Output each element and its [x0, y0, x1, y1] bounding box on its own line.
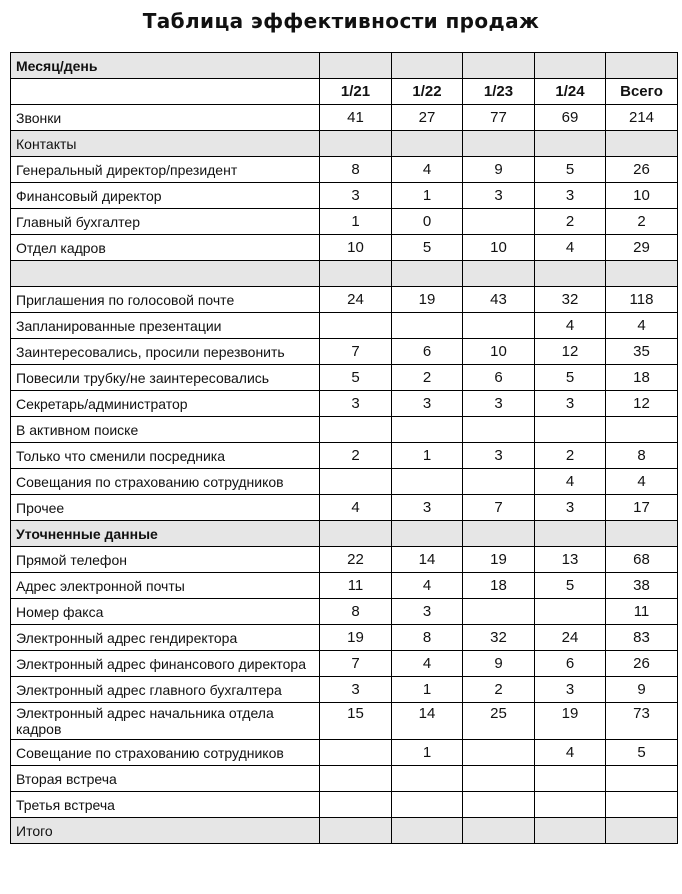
value-cell: 5 — [535, 365, 606, 391]
table-row — [11, 261, 678, 287]
value-cell: 7 — [463, 495, 535, 521]
value-cell — [535, 599, 606, 625]
table-row — [11, 313, 678, 339]
table-row — [11, 443, 678, 469]
table-row — [11, 625, 678, 651]
value-cell: 4 — [535, 235, 606, 261]
row-label: Звонки — [11, 105, 320, 131]
value-cell — [320, 131, 392, 157]
value-cell: 214 — [606, 105, 678, 131]
value-cell — [320, 417, 392, 443]
value-cell: 29 — [606, 235, 678, 261]
row-label: Третья встреча — [11, 792, 320, 818]
value-cell: 4 — [392, 157, 463, 183]
value-cell — [320, 261, 392, 287]
value-cell: 13 — [535, 547, 606, 573]
value-cell — [320, 469, 392, 495]
value-cell — [606, 792, 678, 818]
value-cell: 3 — [392, 599, 463, 625]
value-cell: 24 — [320, 287, 392, 313]
value-cell: 8 — [320, 599, 392, 625]
value-cell — [535, 261, 606, 287]
value-cell: 22 — [320, 547, 392, 573]
row-label: Совещание по страхованию сотрудников — [11, 740, 320, 766]
value-cell: 10 — [463, 235, 535, 261]
value-cell: 17 — [606, 495, 678, 521]
value-cell: 12 — [606, 391, 678, 417]
value-cell: 8 — [606, 443, 678, 469]
table-row — [11, 521, 678, 547]
value-cell: 27 — [392, 105, 463, 131]
value-cell: 2 — [392, 365, 463, 391]
row-label: Заинтересовались, просили перезвонить — [11, 339, 320, 365]
value-cell — [535, 792, 606, 818]
table-row — [11, 766, 678, 792]
value-cell — [535, 417, 606, 443]
value-cell: 1 — [320, 209, 392, 235]
header-blank-cell — [606, 53, 678, 79]
header-label: Месяц/день — [11, 53, 320, 79]
row-label: Контакты — [11, 131, 320, 157]
value-cell: 19 — [392, 287, 463, 313]
value-cell: 35 — [606, 339, 678, 365]
value-cell: 11 — [606, 599, 678, 625]
value-cell: 8 — [392, 625, 463, 651]
table-row — [11, 677, 678, 703]
value-cell: 43 — [463, 287, 535, 313]
value-cell — [392, 417, 463, 443]
row-label: Электронный адрес финансового директора — [11, 651, 320, 677]
value-cell: 4 — [535, 740, 606, 766]
column-header-1-21: 1/21 — [320, 79, 392, 105]
value-cell: 4 — [392, 573, 463, 599]
value-cell: 14 — [392, 547, 463, 573]
header-label-row — [11, 53, 678, 79]
row-label: Генеральный директор/президент — [11, 157, 320, 183]
row-label: Приглашения по голосовой почте — [11, 287, 320, 313]
table-row — [11, 209, 678, 235]
table-row — [11, 495, 678, 521]
value-cell — [535, 766, 606, 792]
value-cell: 9 — [463, 651, 535, 677]
value-cell: 2 — [606, 209, 678, 235]
row-label: Номер факса — [11, 599, 320, 625]
value-cell: 3 — [535, 495, 606, 521]
row-label: Электронный адрес начальника отдела кадров — [11, 703, 320, 740]
value-cell: 3 — [320, 183, 392, 209]
value-cell: 10 — [606, 183, 678, 209]
table-row — [11, 417, 678, 443]
value-cell — [463, 740, 535, 766]
value-cell: 2 — [535, 209, 606, 235]
row-label: Главный бухгалтер — [11, 209, 320, 235]
row-label: Секретарь/администратор — [11, 391, 320, 417]
value-cell — [392, 131, 463, 157]
value-cell: 4 — [320, 495, 392, 521]
row-label: Запланированные презентации — [11, 313, 320, 339]
value-cell: 10 — [463, 339, 535, 365]
value-cell: 6 — [535, 651, 606, 677]
value-cell — [320, 740, 392, 766]
row-label: Отдел кадров — [11, 235, 320, 261]
value-cell: 69 — [535, 105, 606, 131]
table-row — [11, 740, 678, 766]
table-row — [11, 573, 678, 599]
value-cell: 19 — [320, 625, 392, 651]
value-cell: 25 — [463, 703, 535, 740]
value-cell: 77 — [463, 105, 535, 131]
value-cell: 19 — [463, 547, 535, 573]
value-cell: 24 — [535, 625, 606, 651]
value-cell — [320, 792, 392, 818]
value-cell: 68 — [606, 547, 678, 573]
value-cell: 3 — [392, 495, 463, 521]
value-cell: 4 — [535, 313, 606, 339]
value-cell: 1 — [392, 183, 463, 209]
header-blank-cell — [535, 53, 606, 79]
table-row — [11, 651, 678, 677]
row-label: Электронный адрес гендиректора — [11, 625, 320, 651]
value-cell: 12 — [535, 339, 606, 365]
value-cell — [392, 261, 463, 287]
value-cell — [535, 131, 606, 157]
header-blank-cell — [463, 53, 535, 79]
header-blank-cell — [320, 53, 392, 79]
value-cell — [606, 261, 678, 287]
value-cell: 2 — [320, 443, 392, 469]
value-cell: 3 — [535, 183, 606, 209]
value-cell: 9 — [463, 157, 535, 183]
value-cell: 83 — [606, 625, 678, 651]
value-cell — [463, 469, 535, 495]
value-cell: 32 — [463, 625, 535, 651]
value-cell — [392, 766, 463, 792]
value-cell: 32 — [535, 287, 606, 313]
table-row — [11, 339, 678, 365]
column-header-1-24: 1/24 — [535, 79, 606, 105]
value-cell: 8 — [320, 157, 392, 183]
value-cell — [463, 599, 535, 625]
value-cell: 26 — [606, 157, 678, 183]
row-label: Совещания по страхованию сотрудников — [11, 469, 320, 495]
column-header-row — [11, 79, 678, 105]
value-cell: 4 — [606, 469, 678, 495]
value-cell: 11 — [320, 573, 392, 599]
value-cell: 41 — [320, 105, 392, 131]
value-cell — [392, 469, 463, 495]
value-cell — [606, 417, 678, 443]
value-cell — [463, 417, 535, 443]
value-cell — [320, 313, 392, 339]
value-cell — [606, 521, 678, 547]
row-label: Адрес электронной почты — [11, 573, 320, 599]
column-header-1-23: 1/23 — [463, 79, 535, 105]
column-header-blank — [11, 79, 320, 105]
value-cell: 5 — [606, 740, 678, 766]
table-row — [11, 105, 678, 131]
value-cell — [606, 131, 678, 157]
value-cell: 38 — [606, 573, 678, 599]
value-cell: 2 — [535, 443, 606, 469]
table-row — [11, 818, 678, 844]
value-cell: 5 — [535, 573, 606, 599]
row-label: Повесили трубку/не заинтересовались — [11, 365, 320, 391]
value-cell: 3 — [463, 183, 535, 209]
value-cell — [463, 131, 535, 157]
header-blank-cell — [392, 53, 463, 79]
table-row — [11, 547, 678, 573]
row-label: Только что сменили посредника — [11, 443, 320, 469]
value-cell — [463, 261, 535, 287]
value-cell: 18 — [606, 365, 678, 391]
value-cell: 1 — [392, 677, 463, 703]
value-cell: 73 — [606, 703, 678, 740]
value-cell — [463, 313, 535, 339]
table-row — [11, 157, 678, 183]
value-cell: 0 — [392, 209, 463, 235]
value-cell: 4 — [392, 651, 463, 677]
value-cell — [392, 521, 463, 547]
column-header-1-22: 1/22 — [392, 79, 463, 105]
value-cell — [463, 766, 535, 792]
value-cell — [535, 521, 606, 547]
value-cell: 3 — [463, 443, 535, 469]
value-cell — [392, 818, 463, 844]
value-cell: 2 — [463, 677, 535, 703]
value-cell: 5 — [320, 365, 392, 391]
value-cell: 10 — [320, 235, 392, 261]
value-cell: 3 — [535, 677, 606, 703]
value-cell: 1 — [392, 740, 463, 766]
row-label: Финансовый директор — [11, 183, 320, 209]
value-cell: 15 — [320, 703, 392, 740]
value-cell: 7 — [320, 651, 392, 677]
row-label: Итого — [11, 818, 320, 844]
value-cell: 14 — [392, 703, 463, 740]
value-cell — [606, 766, 678, 792]
value-cell: 9 — [606, 677, 678, 703]
value-cell — [463, 521, 535, 547]
row-label — [11, 261, 320, 287]
row-label: Прямой телефон — [11, 547, 320, 573]
row-label: Прочее — [11, 495, 320, 521]
table-row — [11, 131, 678, 157]
table-row — [11, 391, 678, 417]
value-cell: 3 — [463, 391, 535, 417]
value-cell: 4 — [535, 469, 606, 495]
table-row — [11, 183, 678, 209]
value-cell — [535, 818, 606, 844]
value-cell: 118 — [606, 287, 678, 313]
value-cell: 26 — [606, 651, 678, 677]
row-label: В активном поиске — [11, 417, 320, 443]
value-cell — [463, 818, 535, 844]
value-cell — [463, 792, 535, 818]
value-cell — [606, 818, 678, 844]
value-cell — [392, 792, 463, 818]
value-cell: 7 — [320, 339, 392, 365]
table-row — [11, 365, 678, 391]
value-cell: 3 — [535, 391, 606, 417]
table-row — [11, 287, 678, 313]
value-cell — [320, 818, 392, 844]
value-cell: 6 — [392, 339, 463, 365]
row-label: Уточненные данные — [11, 521, 320, 547]
value-cell — [320, 521, 392, 547]
table-row — [11, 469, 678, 495]
value-cell: 5 — [392, 235, 463, 261]
row-label: Вторая встреча — [11, 766, 320, 792]
value-cell — [392, 313, 463, 339]
table-row — [11, 703, 678, 740]
row-label: Электронный адрес главного бухгалтера — [11, 677, 320, 703]
value-cell: 5 — [535, 157, 606, 183]
value-cell: 4 — [606, 313, 678, 339]
value-cell: 3 — [320, 391, 392, 417]
value-cell — [320, 766, 392, 792]
value-cell: 1 — [392, 443, 463, 469]
value-cell: 3 — [320, 677, 392, 703]
table-row — [11, 599, 678, 625]
table-row — [11, 235, 678, 261]
value-cell: 19 — [535, 703, 606, 740]
column-header-total: Всего — [606, 79, 678, 105]
value-cell — [463, 209, 535, 235]
table-row — [11, 792, 678, 818]
value-cell: 3 — [392, 391, 463, 417]
sales-performance-table — [10, 52, 678, 844]
value-cell: 6 — [463, 365, 535, 391]
page-title: Таблица эффективности продаж — [142, 9, 540, 33]
value-cell: 18 — [463, 573, 535, 599]
